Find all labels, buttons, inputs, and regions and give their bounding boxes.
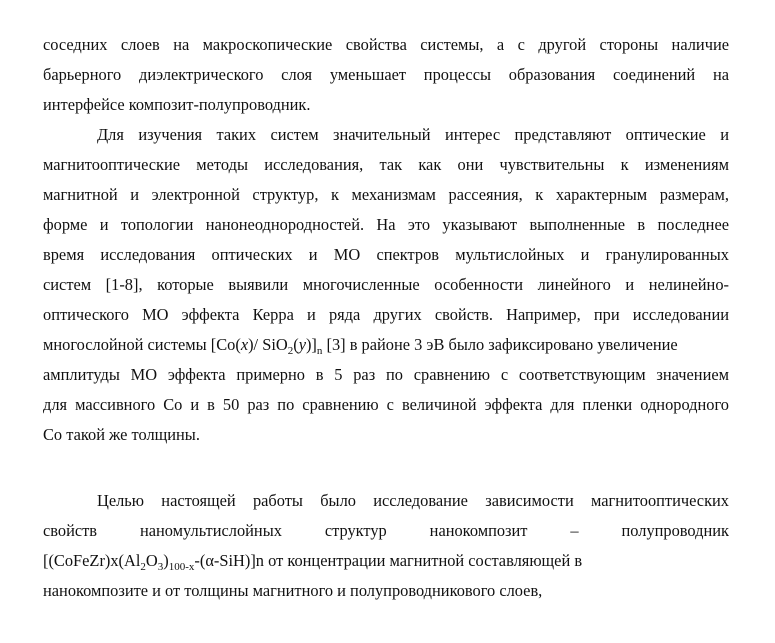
text-line: барьерного диэлектрического слоя уменьшает процессы образования соединений на xyxy=(43,65,729,84)
text-line: Co такой же толщины. xyxy=(43,425,200,444)
text-line: амплитуды МО эффекта примерно в 5 раз по сравнению с соответствующим значением xyxy=(43,365,729,384)
text-line: время исследования оптических и МО спектров мультислойных и гранулированных xyxy=(43,245,729,264)
subscript: n xyxy=(316,345,323,357)
variable-y: y xyxy=(298,335,306,354)
text-line: нанокомпозите и от толщины магнитного и полупроводникового слоев, xyxy=(43,581,543,600)
variable-x: x xyxy=(240,335,249,354)
text-line: свойств наномультислойных структур нанокомпозит – полупроводник xyxy=(43,521,729,540)
subscript: 100-x xyxy=(168,561,195,573)
text-line: систем [1-8], которые выявили многочисленные особенности линейного и нелинейно- xyxy=(43,275,729,294)
text-line: соседних слоев на макроскопические свойства системы, а с другой стороны наличие xyxy=(43,35,729,54)
text-segment: O xyxy=(145,551,158,570)
text-line: форме и топологии нанонеоднородностей. На это указывают выполненные в последнее xyxy=(43,215,729,234)
text-line: для массивного Co и в 50 раз по сравнению с величиной эффекта для пленки однородного xyxy=(43,395,729,414)
text-segment: многослойной системы [Co( xyxy=(43,335,241,354)
text-segment: )/ SiO xyxy=(248,335,288,354)
text-segment: )] xyxy=(305,335,317,354)
text-segment: [(CoFeZr)x(Al xyxy=(43,551,141,570)
text-segment: [3] в районе 3 эВ было зафиксировано увеличение xyxy=(322,335,678,354)
text-segment: ) xyxy=(163,551,169,570)
text-line: Для изучения таких систем значительный интерес представляют оптические и xyxy=(97,125,729,144)
text-line: магнитной и электронной структур, к механизмам рассеяния, к характерным размерам, xyxy=(43,185,729,204)
formula-line xyxy=(43,335,729,355)
formula-line xyxy=(43,551,729,571)
text-line: Целью настоящей работы было исследование зависимости магнитооптических xyxy=(97,491,729,510)
text-segment: -(α-SiH)]n от концентрации магнитной составляющей в xyxy=(194,551,583,570)
subscript: 2 xyxy=(140,561,146,573)
text-line: интерфейсе композит-полупроводник. xyxy=(43,95,311,114)
text-line: оптического МО эффекта Керра и ряда других свойств. Например, при исследовании xyxy=(43,305,729,324)
subscript: 3 xyxy=(157,561,164,573)
subscript: 2 xyxy=(287,345,294,357)
text-segment: ( xyxy=(293,335,299,354)
text-line: магнитооптические методы исследования, так как они чувствительны к изменениям xyxy=(43,155,729,174)
